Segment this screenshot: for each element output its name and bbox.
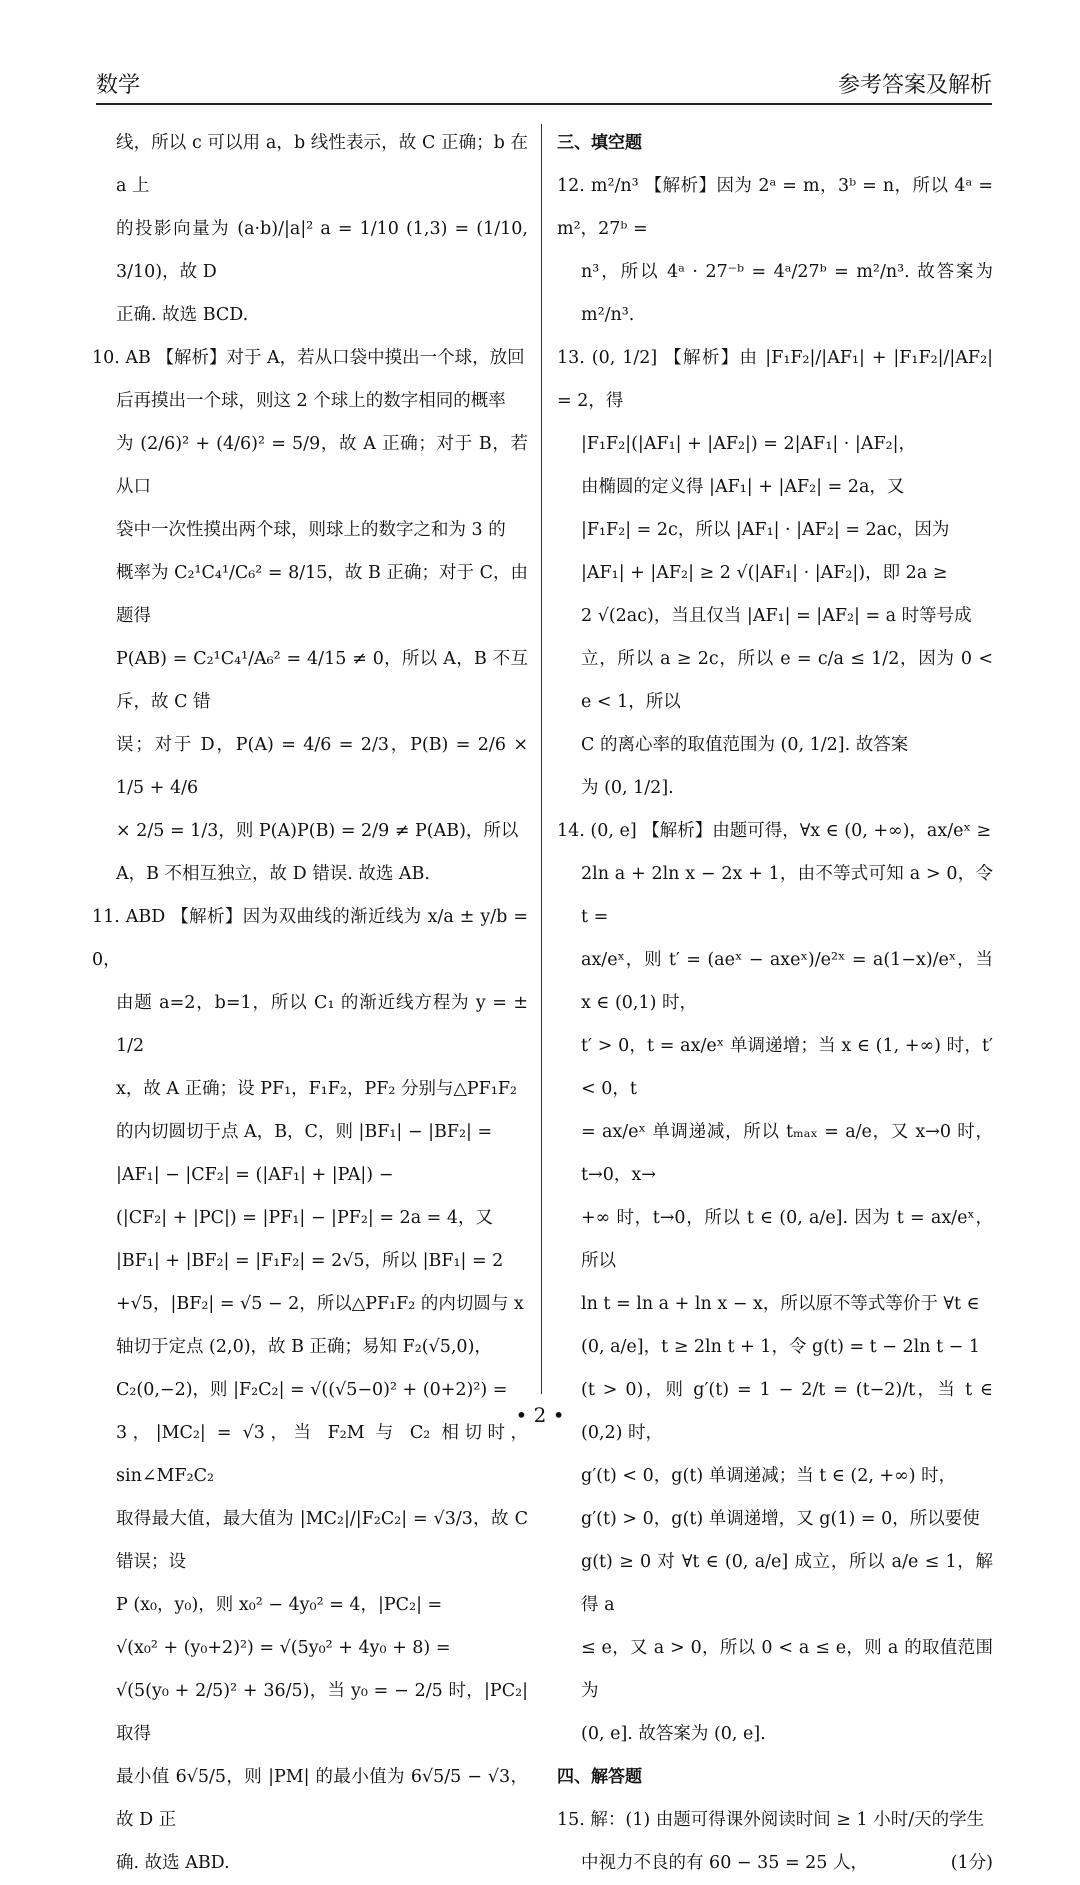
right-column xyxy=(557,122,993,1885)
q14-answer-line: (0, a/e]，t ≥ 2ln t + 1，令 g(t) = t − 2ln t − 1 xyxy=(581,1337,981,1357)
q10-answer-line: P(AB) = C₂¹C₄¹/A₆² = 4/15 ≠ 0，所以 A，B 不互斥，故 C 错 xyxy=(116,649,528,712)
q11-answer-line: x，故 A 正确；设 PF₁，F₁F₂，PF₂ 分别与△PF₁F₂ xyxy=(116,1079,517,1099)
q15-answer-line xyxy=(557,1842,993,1885)
q14-answer-line: ax/eˣ，则 t′ = (aeˣ − axeˣ)/e²ˣ = a(1−x)/eˣ，当 x ∈ (0,1) 时， xyxy=(581,950,993,1013)
q10-answer-line: × 2/5 = 1/3，则 P(A)P(B) = 2/9 ≠ P(AB)，所以 xyxy=(116,821,519,841)
q11-answer-line: +√5，|BF₂| = √5 − 2，所以△PF₁F₂ 的内切圆与 x xyxy=(116,1294,524,1314)
q11-answer-line: √(5(y₀ + 2/5)² + 36/5)，当 y₀ = − 2/5 时，|PC₂| 取得 xyxy=(116,1681,528,1744)
q15-answer-text: 中视力不良的有 60 − 35 = 25 人， xyxy=(581,1853,869,1873)
q14-answer-line: (t > 0)，则 g′(t) = 1 − 2/t = (t−2)/t，当 t ∈ (0,2) 时， xyxy=(581,1380,993,1443)
q13-answer-line: |F₁F₂| = 2c，所以 |AF₁| · |AF₂| = 2ac，因为 xyxy=(581,520,950,540)
q11-answer-line: |BF₁| + |BF₂| = |F₁F₂| = 2√5，所以 |BF₁| = 2 xyxy=(116,1251,504,1271)
q11-answer-line: P (x₀，y₀)，则 x₀² − 4y₀² = 4，|PC₂| = xyxy=(116,1595,443,1615)
header-rule xyxy=(96,103,992,105)
q14-answer-line: (0, e]. 故答案为 (0, e]. xyxy=(581,1724,766,1744)
q11-answer-line: 11. ABD 【解析】因为双曲线的渐近线为 x/a ± y/b = 0， xyxy=(92,907,528,970)
q9-continued-line: 线，所以 c 可以用 a，b 线性表示，故 C 正确；b 在 a 上 xyxy=(116,133,528,196)
q10-answer-line: A，B 不相互独立，故 D 错误. 故选 AB. xyxy=(116,864,430,884)
q13-answer-line: |F₁F₂|(|AF₁| + |AF₂|) = 2|AF₁| · |AF₂|， xyxy=(581,434,917,454)
q13-answer-line: 为 (0, 1/2]. xyxy=(581,778,674,798)
q10-answer-line: 概率为 C₂¹C₄¹/C₆² = 8/15，故 B 正确；对于 C，由题得 xyxy=(116,563,528,626)
q11-answer-line: 的内切圆切于点 A，B，C，则 |BF₁| − |BF₂| = xyxy=(116,1122,493,1142)
q13-answer-line: 2 √(2ac)，当且仅当 |AF₁| = |AF₂| = a 时等号成 xyxy=(581,606,972,626)
page-header xyxy=(96,62,992,106)
q11-answer-line: 由题 a=2，b=1，所以 C₁ 的渐近线方程为 y = ± 1/2 xyxy=(116,993,528,1056)
q13-answer-line: 由椭圆的定义得 |AF₁| + |AF₂| = 2a，又 xyxy=(581,477,905,497)
section-heading-fill-blank: 三、填空题 xyxy=(557,133,642,153)
q14-answer-line: 14. (0, e] 【解析】由题可得，∀x ∈ (0, +∞)，ax/eˣ ≥ xyxy=(557,821,992,841)
q11-answer-line: (|CF₂| + |PC|) = |PF₁| − |PF₂| = 2a = 4，又 xyxy=(116,1208,494,1228)
q14-answer-line: ln t = ln a + ln x − x，所以原不等式等价于 ∀t ∈ xyxy=(581,1294,980,1314)
q11-answer-line: 确. 故选 ABD. xyxy=(116,1853,230,1873)
section-heading-solutions: 四、解答题 xyxy=(557,1767,642,1787)
q10-answer-line: 袋中一次性摸出两个球，则球上的数字之和为 3 的 xyxy=(116,520,506,540)
q13-answer-line: 立，所以 a ≥ 2c，所以 e = c/a ≤ 1/2，因为 0 < e < 1，所以 xyxy=(581,649,993,712)
q11-answer-line: 取得最大值，最大值为 |MC₂|/|F₂C₂| = √3/3，故 C 错误；设 xyxy=(116,1509,528,1572)
left-column xyxy=(92,122,528,1885)
q10-answer-line: 后再摸出一个球，则这 2 个球上的数字相同的概率 xyxy=(116,391,506,411)
q10-answer-line: 为 (2/6)² + (4/6)² = 5/9，故 A 正确；对于 B，若从口 xyxy=(116,434,528,497)
q10-answer-line: 误；对于 D，P(A) = 4/6 = 2/3，P(B) = 2/6 × 1/5 + 4/6 xyxy=(116,735,528,798)
q11-answer-line: √(x₀² + (y₀+2)²) = √(5y₀² + 4y₀ + 8) = xyxy=(116,1638,451,1658)
q13-answer-line: 13. (0, 1/2] 【解析】由 |F₁F₂|/|AF₁| + |F₁F₂|/|AF₂| = 2，得 xyxy=(557,348,993,411)
q13-answer-line: C 的离心率的取值范围为 (0, 1/2]. 故答案 xyxy=(581,735,909,755)
q12-answer-line: n³，所以 4ᵃ · 27⁻ᵇ = 4ᵃ/27ᵇ = m²/n³. 故答案为 m²/n³. xyxy=(581,262,993,325)
q10-answer-line: 10. AB 【解析】对于 A，若从口袋中摸出一个球，放回 xyxy=(92,348,525,368)
q14-answer-line: = ax/eˣ 单调递减，所以 tₘₐₓ = a/e，又 x→0 时，t→0，x→ xyxy=(581,1122,993,1185)
q14-answer-line: +∞ 时，t→0，所以 t ∈ (0, a/e]. 因为 t = ax/eˣ，所以 xyxy=(581,1208,993,1271)
page-number: • 2 • xyxy=(515,1403,565,1427)
score-note: (1分) xyxy=(950,1853,993,1873)
q9-continued-line: 正确. 故选 BCD. xyxy=(116,305,249,325)
q14-answer-line: 2ln a + 2ln x − 2x + 1，由不等式可知 a > 0，令 t = xyxy=(581,864,993,927)
q15-answer-line: 15. 解：(1) 由题可得课外阅读时间 ≥ 1 小时/天的学生 xyxy=(557,1810,985,1830)
q11-answer-line: |AF₁| − |CF₂| = (|AF₁| + |PA|) − xyxy=(116,1165,394,1185)
q14-answer-line: t′ > 0，t = ax/eˣ 单调递增；当 x ∈ (1, +∞) 时，t′ < 0，t xyxy=(581,1036,993,1099)
q11-answer-line: 3，|MC₂| = √3，当 F₂M 与 C₂ 相切时，sin∠MF₂C₂ xyxy=(116,1423,528,1486)
q14-answer-line: g′(t) < 0，g(t) 单调递减；当 t ∈ (2, +∞) 时， xyxy=(581,1466,957,1486)
q13-answer-line: |AF₁| + |AF₂| ≥ 2 √(|AF₁| · |AF₂|)，即 2a ≥ xyxy=(581,563,948,583)
column-divider xyxy=(541,124,542,1394)
q11-answer-line: 轴切于定点 (2,0)，故 B 正确；易知 F₂(√5,0)， xyxy=(116,1337,492,1357)
q11-answer-line: 最小值 6√5/5，则 |PM| 的最小值为 6√5/5 − √3，故 D 正 xyxy=(116,1767,528,1830)
q14-answer-line: g(t) ≥ 0 对 ∀t ∈ (0, a/e] 成立，所以 a/e ≤ 1，解得 a xyxy=(581,1552,993,1615)
q14-answer-line: ≤ e，又 a > 0，所以 0 < a ≤ e，则 a 的取值范围为 xyxy=(581,1638,993,1701)
q12-answer-line: 12. m²/n³ 【解析】因为 2ᵃ = m，3ᵇ = n，所以 4ᵃ = m²，27ᵇ = xyxy=(557,176,993,239)
q14-answer-line: g′(t) > 0，g(t) 单调递增，又 g(1) = 0，所以要使 xyxy=(581,1509,980,1529)
q9-continued-line: 的投影向量为 (a·b)/|a|² a = 1/10 (1,3) = (1/10, 3/10)，故 D xyxy=(116,219,528,282)
section-title: 参考答案及解析 xyxy=(837,73,992,98)
subject-title: 数学 xyxy=(96,73,141,98)
q11-answer-line: C₂(0,−2)，则 |F₂C₂| = √((√5−0)² + (0+2)²) = xyxy=(116,1380,508,1400)
